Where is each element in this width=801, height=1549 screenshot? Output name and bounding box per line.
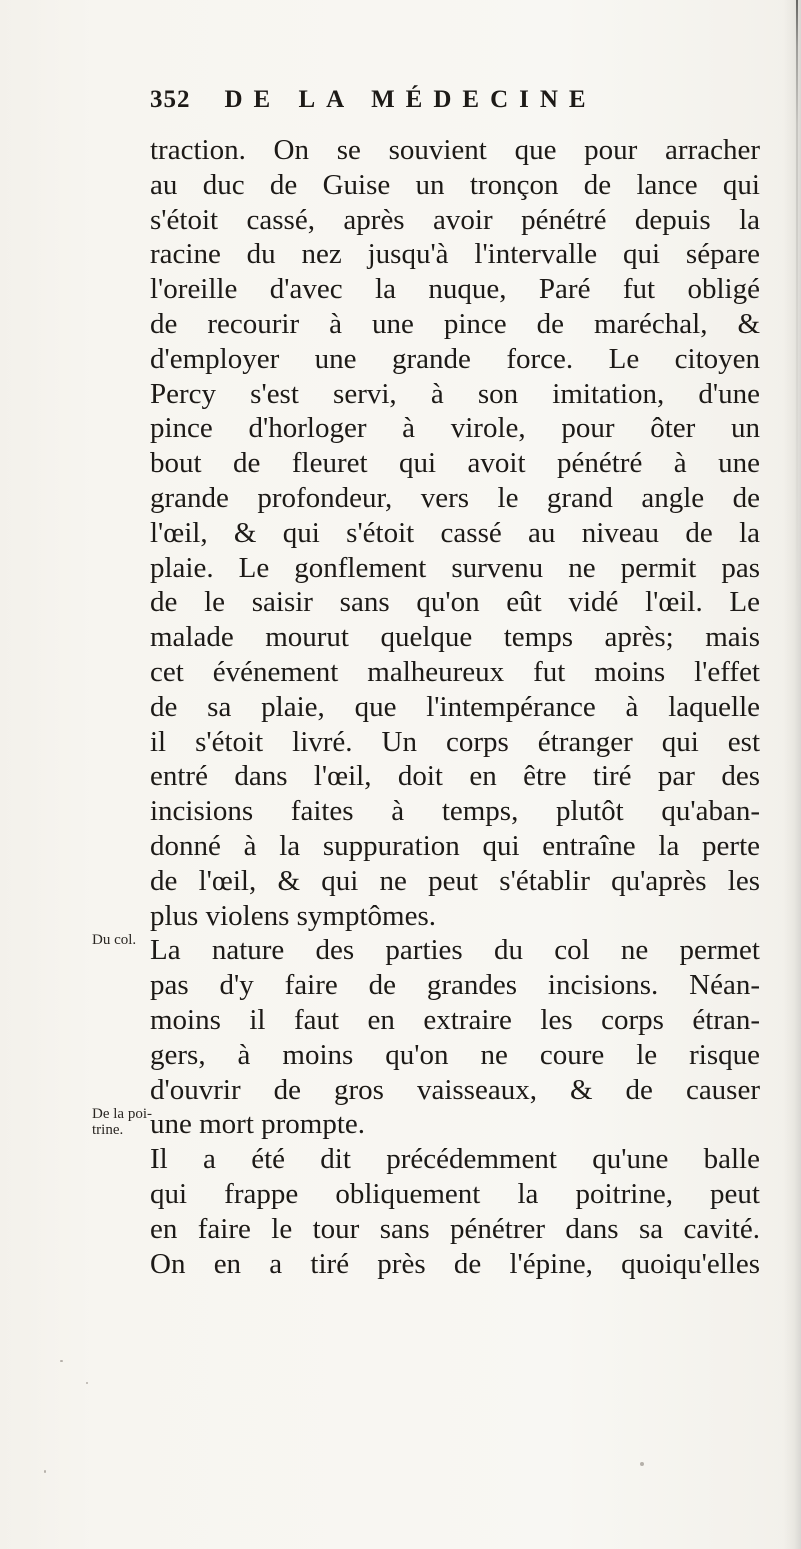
margin-note-col <box>92 932 136 948</box>
running-title: DE LA MÉDECINE <box>224 86 597 113</box>
text-line: donné à la suppuration qui entraîne la perte <box>150 829 760 862</box>
text-line: moins il faut en extraire les corps étran- <box>150 1003 760 1036</box>
text-line: l'œil, & qui s'étoit cassé au niveau de la <box>150 516 760 549</box>
text-line: bout de fleuret qui avoit pénétré à une <box>150 447 760 480</box>
text-line: il s'étoit livré. Un corps étranger qui est <box>150 725 760 758</box>
text-line: de recourir à une pince de maréchal, & <box>150 307 760 340</box>
text-line: d'ouvrir de gros vaisseaux, & de causer <box>150 1073 760 1106</box>
text-line: Il a été dit précédemment qu'une balle <box>150 1143 760 1176</box>
body-text <box>150 133 760 1281</box>
text-line: gers, à moins qu'on ne coure le risque <box>150 1038 760 1071</box>
paper-speck <box>44 1470 46 1473</box>
text-line: d'employer une grande force. Le citoyen <box>150 342 760 375</box>
text-line: s'étoit cassé, après avoir pénétré depuis la <box>150 203 760 236</box>
text-line: malade mourut quelque temps après; mais <box>150 621 760 654</box>
text-line: traction. On se souvient que pour arracher <box>150 134 760 166</box>
text-line: On en a tiré près de l'épine, quoiqu'elles <box>150 1247 760 1280</box>
text-line: en faire le tour sans pénétrer dans sa cavité. <box>150 1212 760 1245</box>
text-line: plaie. Le gonflement survenu ne permit pas <box>150 551 760 584</box>
paper-speck <box>60 1360 63 1362</box>
text-line: de l'œil, & qui ne peut s'établir qu'après les <box>150 864 760 897</box>
paper-speck <box>86 1382 88 1384</box>
paper-speck <box>640 1462 644 1466</box>
page-edge-shadow <box>783 0 801 1549</box>
text-line: de sa plaie, que l'intempérance à laquelle <box>150 690 760 723</box>
text-line: cet événement malheureux fut moins l'effet <box>150 655 760 688</box>
text-line-paragraph-end: plus violens symptômes. <box>150 899 436 932</box>
text-line-paragraph-end: une mort prompte. <box>150 1108 366 1141</box>
page-edge-line <box>796 0 798 1549</box>
page-number: 352 <box>150 86 191 113</box>
text-line: racine du nez jusqu'à l'intervalle qui sépare <box>150 238 760 271</box>
margin-note-line: Du col. <box>92 932 137 948</box>
margin-note-line: De la poi- <box>92 1106 152 1122</box>
text-line: Percy s'est servi, à son imitation, d'une <box>150 377 760 410</box>
running-head <box>150 86 750 126</box>
text-line: incisions faites à temps, plutôt qu'aban- <box>150 795 760 828</box>
margin-note-poitrine <box>92 1106 152 1138</box>
text-line: pince d'horloger à virole, pour ôter un <box>150 412 760 445</box>
text-line: La nature des parties du col ne permet <box>150 934 760 967</box>
text-line: l'oreille d'avec la nuque, Paré fut obligé <box>150 273 760 306</box>
text-line: grande profondeur, vers le grand angle de <box>150 481 760 514</box>
text-line: pas d'y faire de grandes incisions. Néan- <box>150 969 760 1002</box>
text-line: au duc de Guise un tronçon de lance qui <box>150 168 760 201</box>
margin-note-line: trine. <box>92 1122 124 1138</box>
text-line: entré dans l'œil, doit en être tiré par des <box>150 760 760 793</box>
text-line: de le saisir sans qu'on eût vidé l'œil. Le <box>150 586 760 619</box>
text-line: qui frappe obliquement la poitrine, peut <box>150 1177 760 1210</box>
